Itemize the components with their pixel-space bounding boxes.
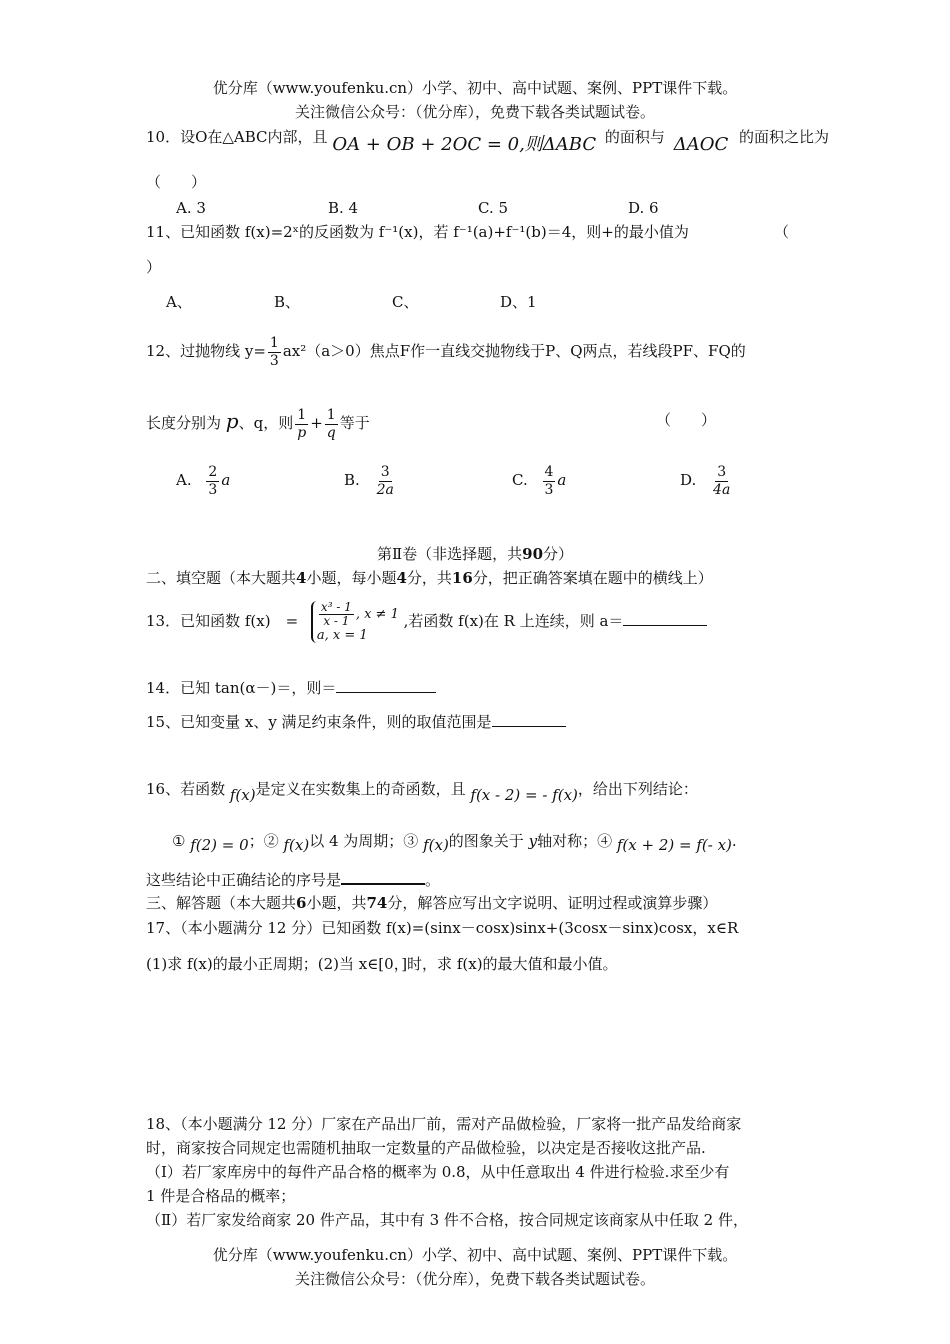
q16-suffix: ，给出下列结论： — [577, 780, 698, 798]
q12-option-c-tail: a — [557, 471, 567, 489]
q10-formula: OA + OB + 2OC = 0,则ΔABC — [332, 134, 597, 155]
q13-case1-num: x³ - 1 — [320, 600, 352, 614]
q10-option-b: B. 4 — [328, 199, 359, 217]
s2-b: 小题，每小题 — [306, 569, 397, 587]
q12-frac-q-num: 1 — [326, 406, 336, 423]
q12-option-b-den: 2a — [376, 481, 394, 498]
q16-c1-sep: ；② — [248, 832, 279, 850]
part2-title — [0, 544, 950, 564]
q16-c2-formula: f(x) — [283, 836, 310, 854]
s2-n3: 16 — [451, 569, 473, 587]
q12-option-c — [512, 460, 566, 500]
q15-answer-blank[interactable] — [492, 726, 566, 727]
q13-answer-blank[interactable] — [623, 625, 707, 626]
q12-option-d-den: 4a — [713, 481, 731, 498]
q12-suffix: ax²（a＞0）焦点F作一直线交抛物线于P、Q两点，若线段PF、FQ的 — [282, 342, 746, 360]
q16-stem — [146, 774, 698, 804]
s3-b: 小题，共 — [306, 894, 367, 912]
q10-option-a: A. 3 — [176, 199, 206, 217]
q16-condition: f(x - 2) = - f(x) — [470, 786, 578, 804]
q11-option-d: D、1 — [500, 293, 537, 311]
q10-middle: 的面积与 — [604, 128, 665, 146]
q15-text: 15、已知变量 x、y 满足约束条件，则的取值范围是 — [146, 713, 492, 731]
s2-c: 分，共 — [406, 569, 452, 587]
q12-option-b-frac — [375, 464, 396, 499]
q18-line-1: 18、（本小题满分 12 分）厂家在产品出厂前，需对产品做检验，厂家将一批产品发给商家 — [146, 1115, 742, 1133]
q15-stem — [146, 712, 566, 732]
s2-n2: 4 — [396, 569, 407, 587]
q12-frac-den: 3 — [269, 352, 279, 369]
s3-a: 三、解答题（本大题共 — [146, 894, 297, 912]
q12-option-d-num: 3 — [717, 463, 727, 480]
q16-question — [146, 870, 440, 890]
q13-piecewise — [311, 601, 399, 643]
q10-option-d: D. 6 — [628, 199, 659, 217]
footer-line-2: 关注微信公众号：（优分库），免费下载各类试题试卷。 — [294, 1270, 655, 1288]
header-line-1: 优分库（www.youfenku.cn）小学、初中、高中试题、案例、PPT课件下载。 — [212, 79, 738, 97]
q16-mid: 是定义在实数集上的奇函数，且 — [255, 780, 466, 798]
q12-option-a-frac — [206, 464, 219, 499]
q12-line2-suffix: 等于 — [339, 414, 370, 432]
q16-c1-formula: f(2) = 0 — [190, 836, 249, 854]
q17-line-1: 17、（本小题满分 12 分）已知函数 f(x)=(sinx－cosx)sinx+(3cosx－sinx)cosx，x∈R — [146, 919, 739, 937]
s2-a: 二、填空题（本大题共 — [146, 569, 297, 587]
q12-fraction — [268, 335, 281, 370]
q10-suffix: 的面积之比为 — [739, 128, 830, 146]
q13-case-2: a, x = 1 — [316, 628, 368, 643]
q12-option-d-label: D. — [680, 471, 697, 489]
q13-prefix: 13．已知函数 f(x) = — [146, 612, 299, 630]
q12-option-d-frac — [711, 464, 732, 499]
section-3-heading — [146, 893, 717, 913]
q12-option-a-num: 2 — [208, 463, 218, 480]
q16-c3-tail: 轴对称；④ — [537, 832, 613, 850]
q12-line-2 — [146, 404, 370, 442]
q10-paren: （ ） — [146, 173, 207, 191]
q12-stem — [146, 334, 746, 370]
q16-c4-end: . — [731, 832, 737, 850]
q12-prefix: 12、过抛物线 y= — [146, 342, 266, 360]
part2-title-num: 90 — [522, 545, 544, 563]
q12-option-c-den: 3 — [544, 481, 554, 498]
q13-suffix: ,若函数 f(x)在 R 上连续，则 a＝ — [403, 612, 624, 630]
q12-option-a-label: A. — [176, 471, 192, 489]
q10-stem — [146, 127, 830, 155]
q11-paren-open: （ — [774, 223, 790, 241]
q18-line-2: 时，商家按合同规定也需随机抽取一定数量的产品做检验，以决定是否接收这批产品. — [146, 1139, 706, 1157]
q16-prefix: 16、若函数 — [146, 780, 226, 798]
q12-frac-p-den: p — [297, 424, 307, 441]
q14-text: 14．已知 tan(α－)＝，则＝ — [146, 679, 337, 697]
section-2-heading — [146, 568, 713, 588]
q12-sep: 、q，则 — [238, 414, 294, 432]
q12-line2-prefix: 长度分别为 — [146, 414, 222, 432]
q16-c2-text: 以 4 为周期；③ — [309, 832, 419, 850]
q17-line-2: (1)求 f(x)的最小正周期；(2)当 x∈[0，]时，求 f(x)的最大值和最小值。 — [146, 955, 618, 973]
q11-option-a: A、 — [166, 293, 192, 311]
q16-c1: ① — [172, 832, 186, 850]
q12-option-c-num: 4 — [544, 463, 554, 480]
q12-paren: （ ） — [656, 411, 717, 429]
q12-frac-q-den: q — [326, 424, 336, 441]
s3-n1: 6 — [296, 894, 307, 912]
q16-fx: f(x) — [229, 786, 256, 804]
q13-case1-cond: , x ≠ 1 — [355, 607, 399, 622]
s2-d: 分，把正确答案填在题中的横线上） — [472, 569, 713, 587]
q16-conclusions — [172, 826, 737, 856]
q13-case1-frac — [319, 601, 354, 628]
q12-option-d — [680, 460, 734, 500]
q16-period: 。 — [425, 871, 441, 889]
q12-option-b-num: 3 — [380, 463, 390, 480]
s2-n1: 4 — [296, 569, 307, 587]
q14-answer-blank[interactable] — [336, 692, 436, 693]
q18-line-3: （Ⅰ）若厂家库房中的每件产品合格的概率为 0.8，从中任意取出 4 件进行检验.求至少有 — [146, 1163, 730, 1181]
q12-frac-q — [325, 407, 338, 442]
q11-option-b: B、 — [274, 293, 301, 311]
q12-frac-num: 1 — [269, 334, 279, 351]
q11-stem: 11、已知函数 f(x)=2ˣ的反函数为 f⁻¹(x)，若 f⁻¹(a)+f⁻¹(b)＝4，则+的最小值为 — [146, 223, 689, 241]
s3-n2: 74 — [366, 894, 388, 912]
q13-case1-den: x - 1 — [323, 614, 350, 628]
q11-option-c: C、 — [392, 293, 419, 311]
q14-stem — [146, 678, 436, 698]
q16-c4-formula: f(x + 2) = f(- x) — [616, 836, 732, 854]
q13-stem — [146, 598, 707, 644]
q16-c3-text: 的图象关于 — [448, 832, 524, 850]
q12-frac-p — [295, 407, 308, 442]
q12-option-a-den: 3 — [208, 481, 218, 498]
q18-line-4: 1 件是合格品的概率； — [146, 1187, 296, 1205]
q13-case-1 — [317, 601, 399, 628]
q12-option-b — [344, 460, 398, 500]
q16-answer-blank[interactable] — [341, 883, 425, 885]
q12-option-a-tail: a — [221, 471, 231, 489]
q10-prefix: 10．设O在△ABC内部，且 — [146, 128, 328, 146]
q12-plus: + — [310, 414, 323, 432]
part2-title-pre: 第Ⅱ卷（非选择题，共 — [376, 545, 523, 563]
q10-option-c: C. 5 — [478, 199, 509, 217]
q16-line-3: 这些结论中正确结论的序号是 — [146, 871, 342, 889]
q16-c3-formula: f(x) — [423, 836, 449, 854]
q18-line-5: （Ⅱ）若厂家发给商家 20 件产品，其中有 3 件不合格，按合同规定该商家从中任取 2 件， — [146, 1211, 748, 1229]
q16-c3-y: y — [528, 832, 538, 850]
q12-option-c-frac — [543, 464, 556, 499]
s3-c: 分，解答应写出文字说明、证明过程或演算步骤） — [387, 894, 718, 912]
part2-title-post: 分） — [543, 545, 574, 563]
q11-paren-close: ） — [146, 258, 162, 276]
q10-formula-2: ΔAOC — [673, 134, 729, 155]
q12-frac-p-num: 1 — [297, 406, 307, 423]
header-line-2: 关注微信公众号：（优分库），免费下载各类试题试卷。 — [294, 103, 655, 121]
q12-option-a — [176, 460, 230, 500]
q12-option-c-label: C. — [512, 471, 528, 489]
q12-p: p — [225, 409, 239, 433]
q12-option-b-label: B. — [344, 471, 360, 489]
footer-line-1: 优分库（www.youfenku.cn）小学、初中、高中试题、案例、PPT课件下载。 — [212, 1246, 738, 1264]
